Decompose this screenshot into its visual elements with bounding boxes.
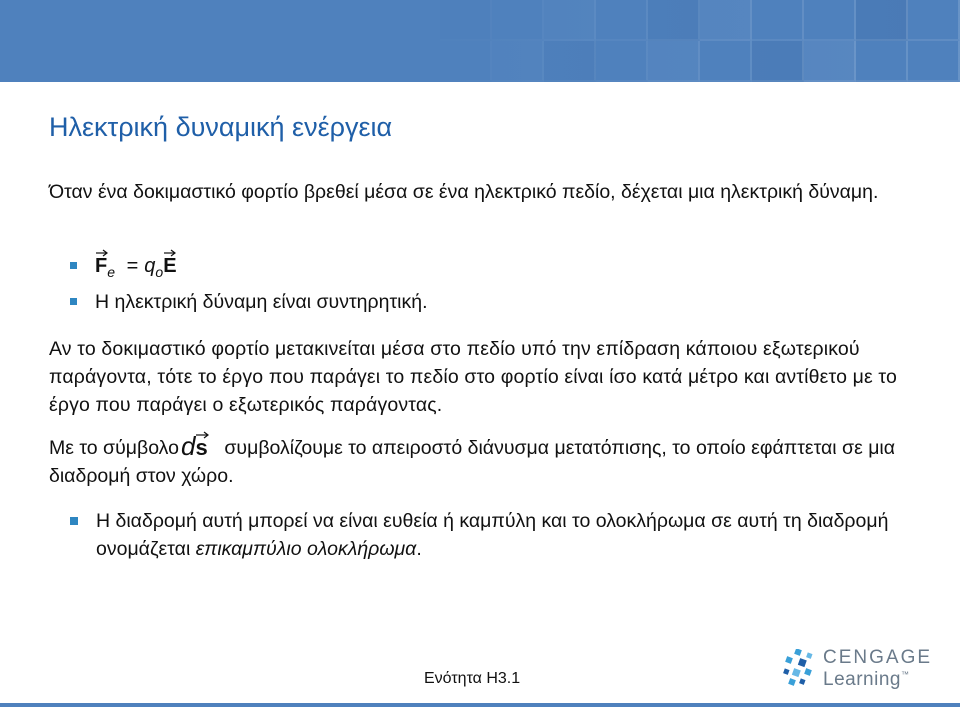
bullet-formula [70,252,177,286]
header-banner [0,0,960,82]
field-vector-symbol: E [163,252,176,280]
bullet-path-integral: Η διαδρομή αυτή μπορεί να είναι ευθεία ή καμπύλη και το ολοκλήρωμα σε αυτή τη διαδρομή ονομάζεται επικαμπύλιο ολοκλήρωμα. [70,507,910,563]
bullet-square-icon [70,298,77,305]
displacement-symbol: d s [181,432,219,462]
bullet-square-icon [70,262,77,269]
line-integral-term: επικαμπύλιο ολοκλήρωμα [195,538,417,560]
bottom-bar [0,703,960,707]
section-footer: Ενότητα Η3.1 [424,670,521,687]
vector-arrow-icon [163,249,177,257]
intro-paragraph: Όταν ένα δοκιμαστικό φορτίο βρεθεί μέσα σε ένα ηλεκτρικό πεδίο, δέχεται μια ηλεκτρική δύναμη. [49,181,879,203]
force-vector-symbol: F [95,252,107,280]
vector-arrow-icon [95,249,109,257]
force-formula: $F_e = q_o$ E [95,252,177,286]
work-paragraph: Αν το δοκιμαστικό φορτίο μετακινείται μέσα στο πεδίο υπό την επίδραση κάποιου εξωτερικού παράγοντα, τότε το έργο που παράγει το πεδίο στο φορτίο είναι ίσο κατά μέτρο και αντίθετο με το έργο που παράγει ο εξωτερικός παράγοντας. [49,338,898,416]
bullet-square-icon [70,517,78,525]
slide-title: Ηλεκτρική δυναμική ενέργεια [49,112,393,142]
cengage-logo-icon [783,649,817,687]
bullet-conservative: Η ηλεκτρική δύναμη είναι συντηρητική. [70,288,428,316]
cengage-logo: CENGAGE Learning™ [783,645,933,693]
displacement-paragraph: Με το σύμβολοd s συμβολίζουμε το απειροστό διάνυσμα μετατόπισης, το οποίο εφάπτεται σε μια διαδρομή στον χώρο. [49,431,896,487]
vector-arrow-icon [195,431,211,439]
